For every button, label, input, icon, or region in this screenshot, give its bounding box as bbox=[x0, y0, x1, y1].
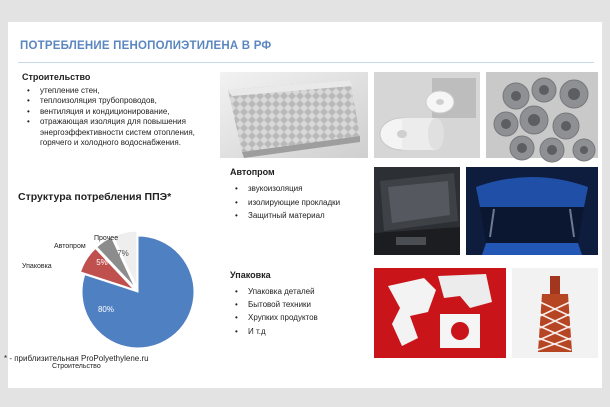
pie-value-label: 8% bbox=[72, 271, 84, 280]
foil-insulation-photo bbox=[220, 72, 368, 158]
pie-category-label: Прочее bbox=[94, 235, 119, 242]
pie-category-label: Упаковка bbox=[22, 263, 52, 270]
pie-category-label: Автопром bbox=[54, 243, 86, 250]
car-trunk-photo bbox=[466, 167, 598, 255]
slide-title: ПОТРЕБЛЕНИЕ ПЕНОПОЛИЭТИЛЕНА В РФ bbox=[20, 40, 272, 52]
title-divider bbox=[18, 62, 594, 63]
list-item: • отражающая изоляция для повышения энергоэффективности систем отопления, горячего и холодного водоснабжения. bbox=[22, 117, 222, 148]
list-item: • теплоизоляция трубопроводов, bbox=[22, 96, 222, 106]
construction-heading: Строительство bbox=[22, 72, 91, 82]
list-item: • И т.д bbox=[230, 325, 380, 338]
list-item: • утепление стен, bbox=[22, 86, 222, 96]
construction-list bbox=[22, 86, 222, 148]
auto-heading: Автопром bbox=[230, 167, 275, 177]
pipe-insulation-photo bbox=[486, 72, 598, 158]
footnote: * - приблизительная ProPolyethylene.ru bbox=[4, 354, 149, 363]
packaging-heading: Упаковка bbox=[230, 270, 271, 280]
auto-list bbox=[230, 182, 380, 223]
pie-category-label: Строительство bbox=[52, 363, 101, 370]
slide bbox=[4, 22, 602, 388]
chart-title: Структура потребления ППЭ* bbox=[18, 191, 172, 203]
list-item: • Защитный материал bbox=[230, 209, 380, 223]
foam-rolls-photo bbox=[374, 72, 480, 158]
list-item: • Упаковка деталей bbox=[230, 285, 380, 298]
packaging-list bbox=[230, 285, 380, 338]
wrapped-bottle-photo bbox=[512, 268, 598, 358]
pie-value-label: 7% bbox=[117, 249, 129, 258]
list-item: • Хрупких продуктов bbox=[230, 311, 380, 324]
list-item: • звукоизоляция bbox=[230, 182, 380, 196]
car-hood-photo bbox=[374, 167, 460, 255]
list-item: • вентиляция и кондиционирование, bbox=[22, 107, 222, 117]
foam-packaging-photo bbox=[374, 268, 506, 358]
pie-value-label: 80% bbox=[97, 305, 115, 314]
list-item: • Бытовой техники bbox=[230, 298, 380, 311]
list-item: • изолирующие прокладки bbox=[230, 196, 380, 210]
pie-value-label: 5% bbox=[96, 258, 108, 267]
